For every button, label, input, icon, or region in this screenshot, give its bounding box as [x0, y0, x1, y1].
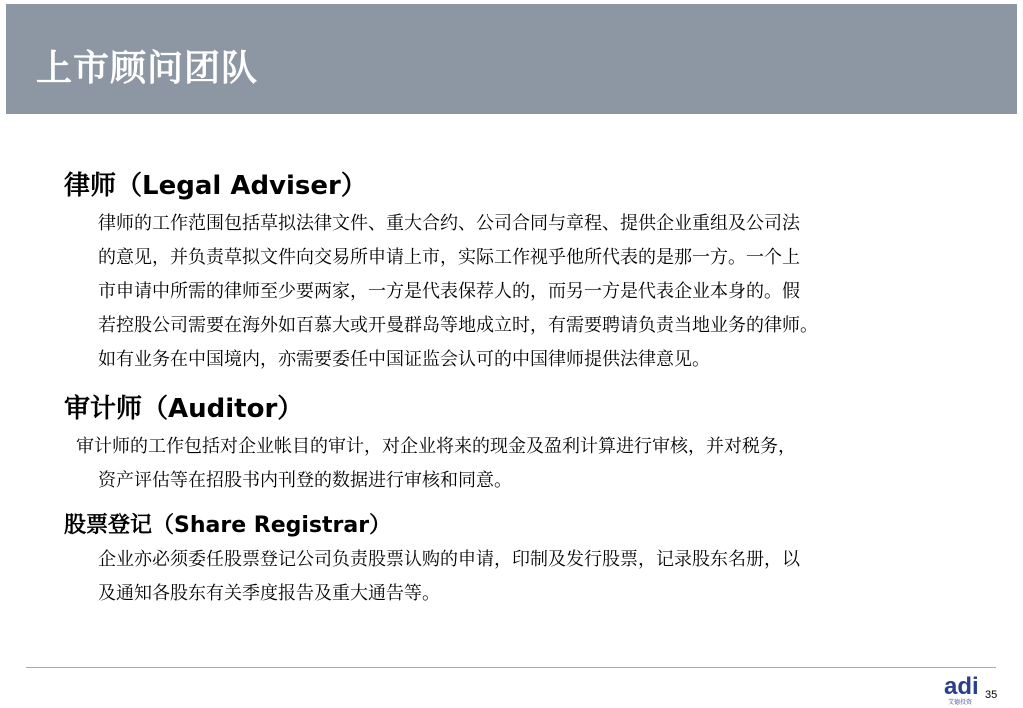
body-line: 律师的工作范围包括草拟法律文件、重大合约、公司合同与章程、提供企业重组及公司法 [98, 213, 800, 234]
body-line: 企业亦必须委任股票登记公司负责股票认购的申请，印制及发行股票，记录股东名册，以 [98, 549, 800, 570]
title-banner [6, 4, 1017, 114]
logo-text: adi [944, 673, 979, 700]
body-line: 若控股公司需要在海外如百慕大或开曼群岛等地成立时，有需要聘请负责当地业务的律师。 [98, 315, 818, 336]
page-title: 上市顾问团队 [36, 48, 259, 89]
body-line: 如有业务在中国境内，亦需要委任中国证监会认可的中国律师提供法律意见。 [98, 349, 710, 370]
section-body-legal-adviser [98, 207, 818, 377]
logo-subtext: 艾德投资 [948, 699, 973, 706]
body-line: 及通知各股东有关季度报告及重大通告等。 [98, 583, 440, 604]
body-line: 市申请中所需的律师至少要两家，一方是代表保荐人的，而另一方是代表企业本身的。假 [98, 281, 800, 302]
body-line: 的意见，并负责草拟文件向交易所申请上市，实际工作视乎他所代表的是那一方。一个上 [98, 247, 800, 268]
section-heading-legal-adviser: 律师（Legal Adviser） [64, 171, 367, 201]
section-heading-share-registrar: 股票登记（Share Registrar） [64, 513, 392, 538]
page-number: 35 [985, 689, 998, 701]
section-body-share-registrar [98, 543, 800, 611]
body-line: 审计师的工作包括对企业帐目的审计，对企业将来的现金及盈利计算进行审核，并对税务， [76, 436, 796, 457]
company-logo [944, 672, 986, 706]
section-heading-auditor: 审计师（Auditor） [64, 394, 304, 424]
footer-divider [26, 667, 996, 668]
section-body-auditor [76, 430, 796, 498]
body-line: 资产评估等在招股书内刊登的数据进行审核和同意。 [98, 470, 512, 491]
